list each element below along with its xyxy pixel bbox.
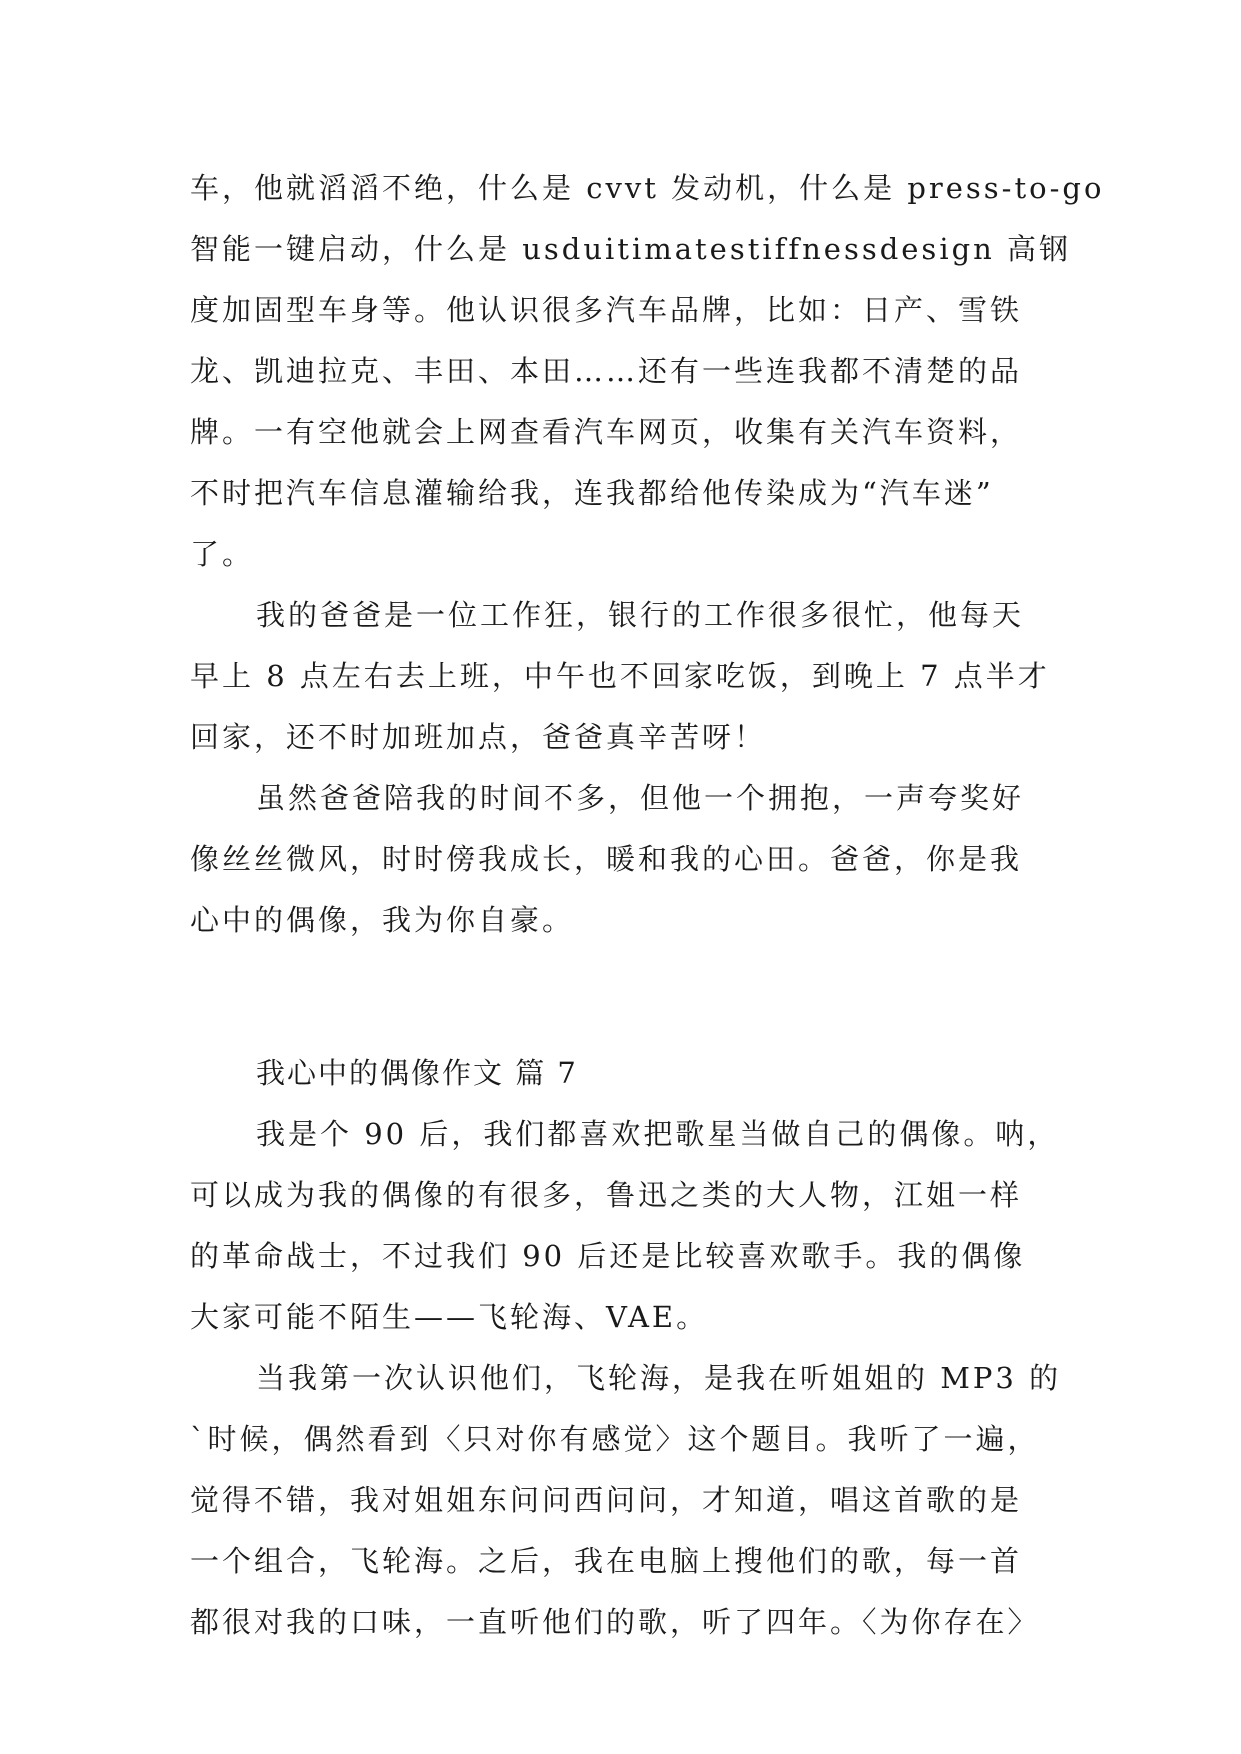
text-line: 了。 bbox=[190, 537, 255, 571]
text-line: 早上 8 点左右去上班，中午也不回家吃饭，到晚上 7 点半才 bbox=[190, 659, 1050, 693]
text-line: 虽然爸爸陪我的时间不多，但他一个拥抱，一声夸奖好 bbox=[256, 781, 1025, 815]
text-line: 牌。一有空他就会上网查看汽车网页，收集有关汽车资料， bbox=[190, 415, 1023, 449]
text-line: 大家可能不陌生——飞轮海、VAE。 bbox=[190, 1300, 709, 1334]
document-page bbox=[190, 158, 1105, 1653]
text-line: 我的爸爸是一位工作狂，银行的工作很多很忙，他每天 bbox=[256, 598, 1025, 632]
text-line: 像丝丝微风，时时傍我成长，暖和我的心田。爸爸，你是我 bbox=[190, 842, 1023, 876]
text-line: 都很对我的口味，一直听他们的歌，听了四年。〈为你存在〉 bbox=[190, 1605, 1040, 1639]
text-line: 觉得不错，我对姐姐东问问西问问，才知道，唱这首歌的是 bbox=[190, 1483, 1023, 1517]
text-line: 可以成为我的偶像的有很多，鲁迅之类的大人物，江姐一样 bbox=[190, 1178, 1023, 1212]
text-line: 当我第一次认识他们，飞轮海，是我在听姐姐的 MP3 的 bbox=[256, 1361, 1062, 1395]
paragraph-post-90s bbox=[190, 1104, 1065, 1348]
text-line: 回家，还不时加班加点，爸爸真辛苦呀！ bbox=[190, 720, 767, 754]
text-line: 龙、凯迪拉克、丰田、本田……还有一些连我都不清楚的品 bbox=[190, 354, 1023, 388]
text-line: 度加固型车身等。他认识很多汽车品牌，比如：日产、雪铁 bbox=[190, 293, 1023, 327]
paragraph-first-met bbox=[190, 1348, 1065, 1653]
text-line: 一个组合，飞轮海。之后，我在电脑上搜他们的歌，每一首 bbox=[190, 1544, 1023, 1578]
text-line: 智能一键启动，什么是 usduitimatestiffnessdesign 高钢 bbox=[190, 232, 1072, 266]
paragraph-car-knowledge bbox=[190, 158, 1105, 585]
text-line: 心中的偶像，我为你自豪。 bbox=[190, 903, 575, 937]
section-heading: 我心中的偶像作文 篇 7 bbox=[256, 1056, 578, 1090]
text-line: 车，他就滔滔不绝，什么是 cvvt 发动机，什么是 press-to-go bbox=[190, 171, 1105, 205]
paragraph-proud bbox=[190, 768, 1065, 951]
paragraph-workaholic bbox=[190, 585, 1065, 768]
text-line: `时候，偶然看到〈只对你有感觉〉这个题目。我听了一遍， bbox=[190, 1422, 1040, 1456]
section-spacer bbox=[190, 951, 1065, 1043]
text-line: 不时把汽车信息灌输给我，连我都给他传染成为“汽车迷” bbox=[190, 476, 994, 510]
text-line: 我是个 90 后，我们都喜欢把歌星当做自己的偶像。呐， bbox=[256, 1117, 1060, 1151]
text-line: 的革命战士，不过我们 90 后还是比较喜欢歌手。我的偶像 bbox=[190, 1239, 1026, 1273]
